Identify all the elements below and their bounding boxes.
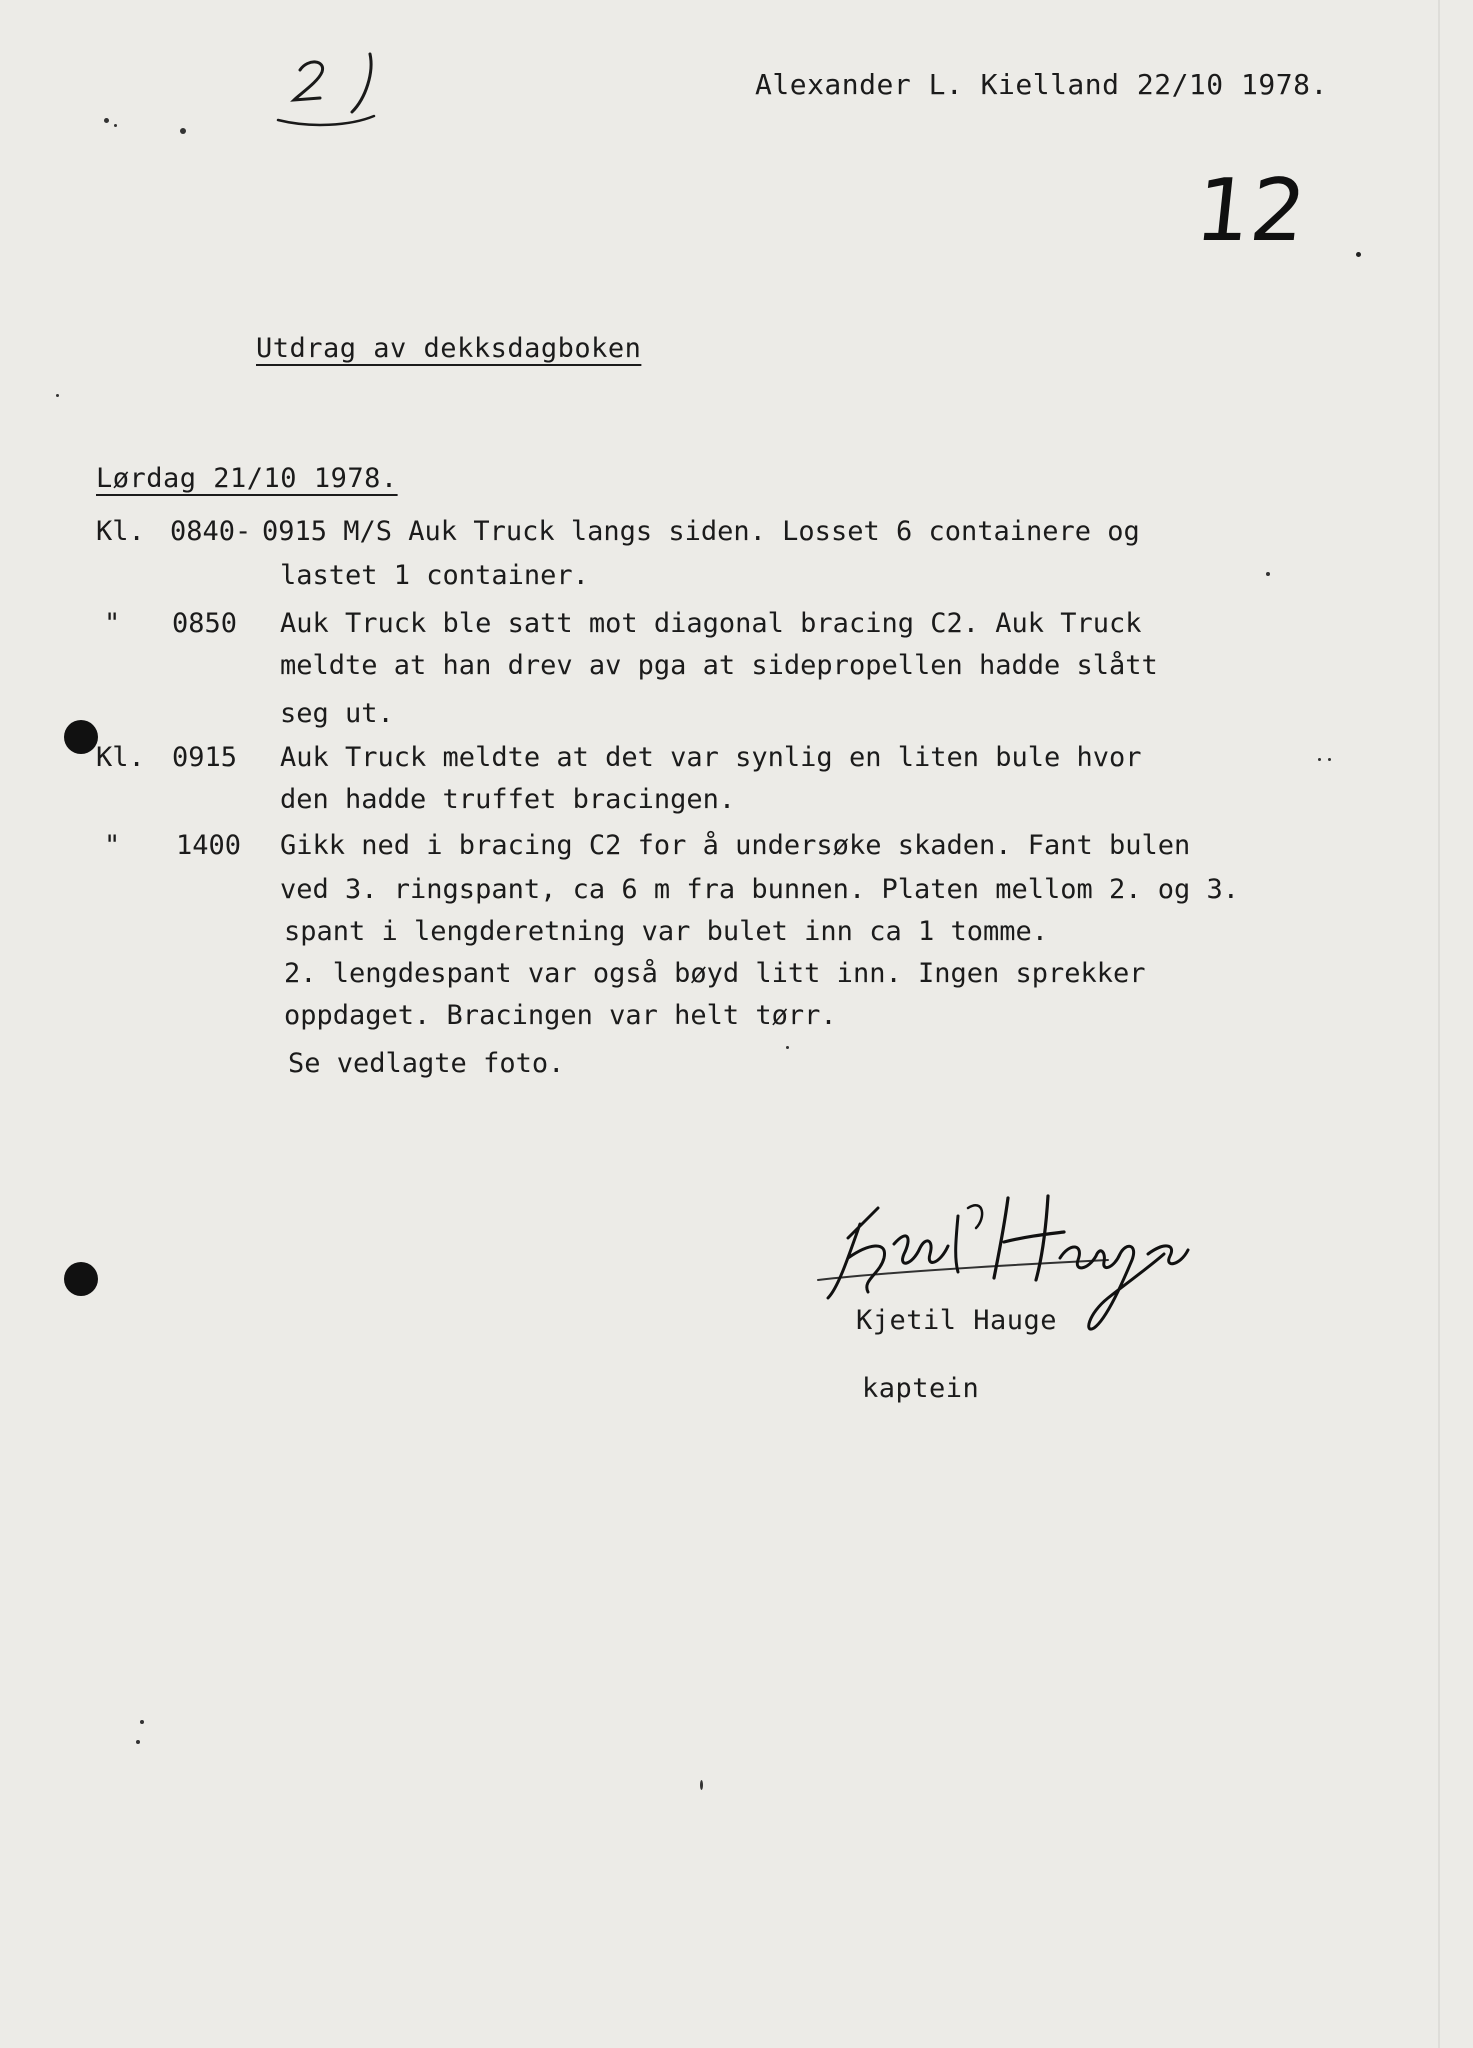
speck xyxy=(1318,758,1321,761)
punch-hole xyxy=(64,1262,98,1296)
speck xyxy=(56,394,59,397)
entry-line: oppdaget. Bracingen var helt tørr. xyxy=(284,1000,837,1031)
handwritten-mark xyxy=(270,48,390,128)
entry-line: seg ut. xyxy=(280,698,394,729)
entry-line: 2. lengdespant var også bøyd litt inn. Ingen sprekker xyxy=(284,958,1146,989)
speck xyxy=(1266,572,1270,576)
signer-title: kaptein xyxy=(862,1373,980,1404)
date-heading: Lørdag 21/10 1978. xyxy=(96,463,398,494)
speck xyxy=(140,1720,144,1724)
handwritten-page-number: 12 xyxy=(1190,161,1311,261)
entry-label: " xyxy=(104,608,121,639)
page-edge-shadow xyxy=(1438,0,1440,2048)
entry-line: lastet 1 container. xyxy=(280,560,589,591)
entry-label: Kl. xyxy=(96,742,145,773)
entry-time: 0850 xyxy=(172,608,238,639)
speck xyxy=(114,124,117,127)
entry-time: 0840- xyxy=(170,516,252,547)
document-header: Alexander L. Kielland 22/10 1978. xyxy=(755,68,1328,101)
entry-time: 1400 xyxy=(176,830,242,861)
punch-hole xyxy=(64,720,98,754)
entry-line: ved 3. ringspant, ca 6 m fra bunnen. Platen mellom 2. og 3. xyxy=(280,874,1240,905)
speck xyxy=(104,118,109,123)
entry-time: 0915 xyxy=(172,742,238,773)
speck xyxy=(136,1740,140,1744)
entry-label: Kl. xyxy=(96,516,145,547)
entry-line: Auk Truck ble satt mot diagonal bracing C2. Auk Truck xyxy=(280,608,1142,639)
entry-line: spant i lengderetning var bulet inn ca 1 tomme. xyxy=(284,916,1049,947)
entry-label: " xyxy=(104,830,121,861)
entry-line: Gikk ned i bracing C2 for å undersøke skaden. Fant bulen xyxy=(280,830,1191,861)
speck xyxy=(700,1780,703,1790)
entry-line: Auk Truck meldte at det var synlig en liten bule hvor xyxy=(280,742,1142,773)
speck xyxy=(786,1046,789,1049)
signer-name: Kjetil Hauge xyxy=(856,1305,1058,1336)
entry-line: den hadde truffet bracingen. xyxy=(280,784,736,815)
entry-line: Se vedlagte foto. xyxy=(288,1048,565,1079)
entry-line: meldte at han drev av pga at sidepropellen hadde slått xyxy=(280,650,1158,681)
entry-line: 0915 M/S Auk Truck langs siden. Losset 6 containere og xyxy=(262,516,1140,547)
speck xyxy=(1328,758,1331,761)
speck xyxy=(1356,252,1361,257)
speck xyxy=(180,128,186,134)
section-title: Utdrag av dekksdagboken xyxy=(256,333,642,364)
